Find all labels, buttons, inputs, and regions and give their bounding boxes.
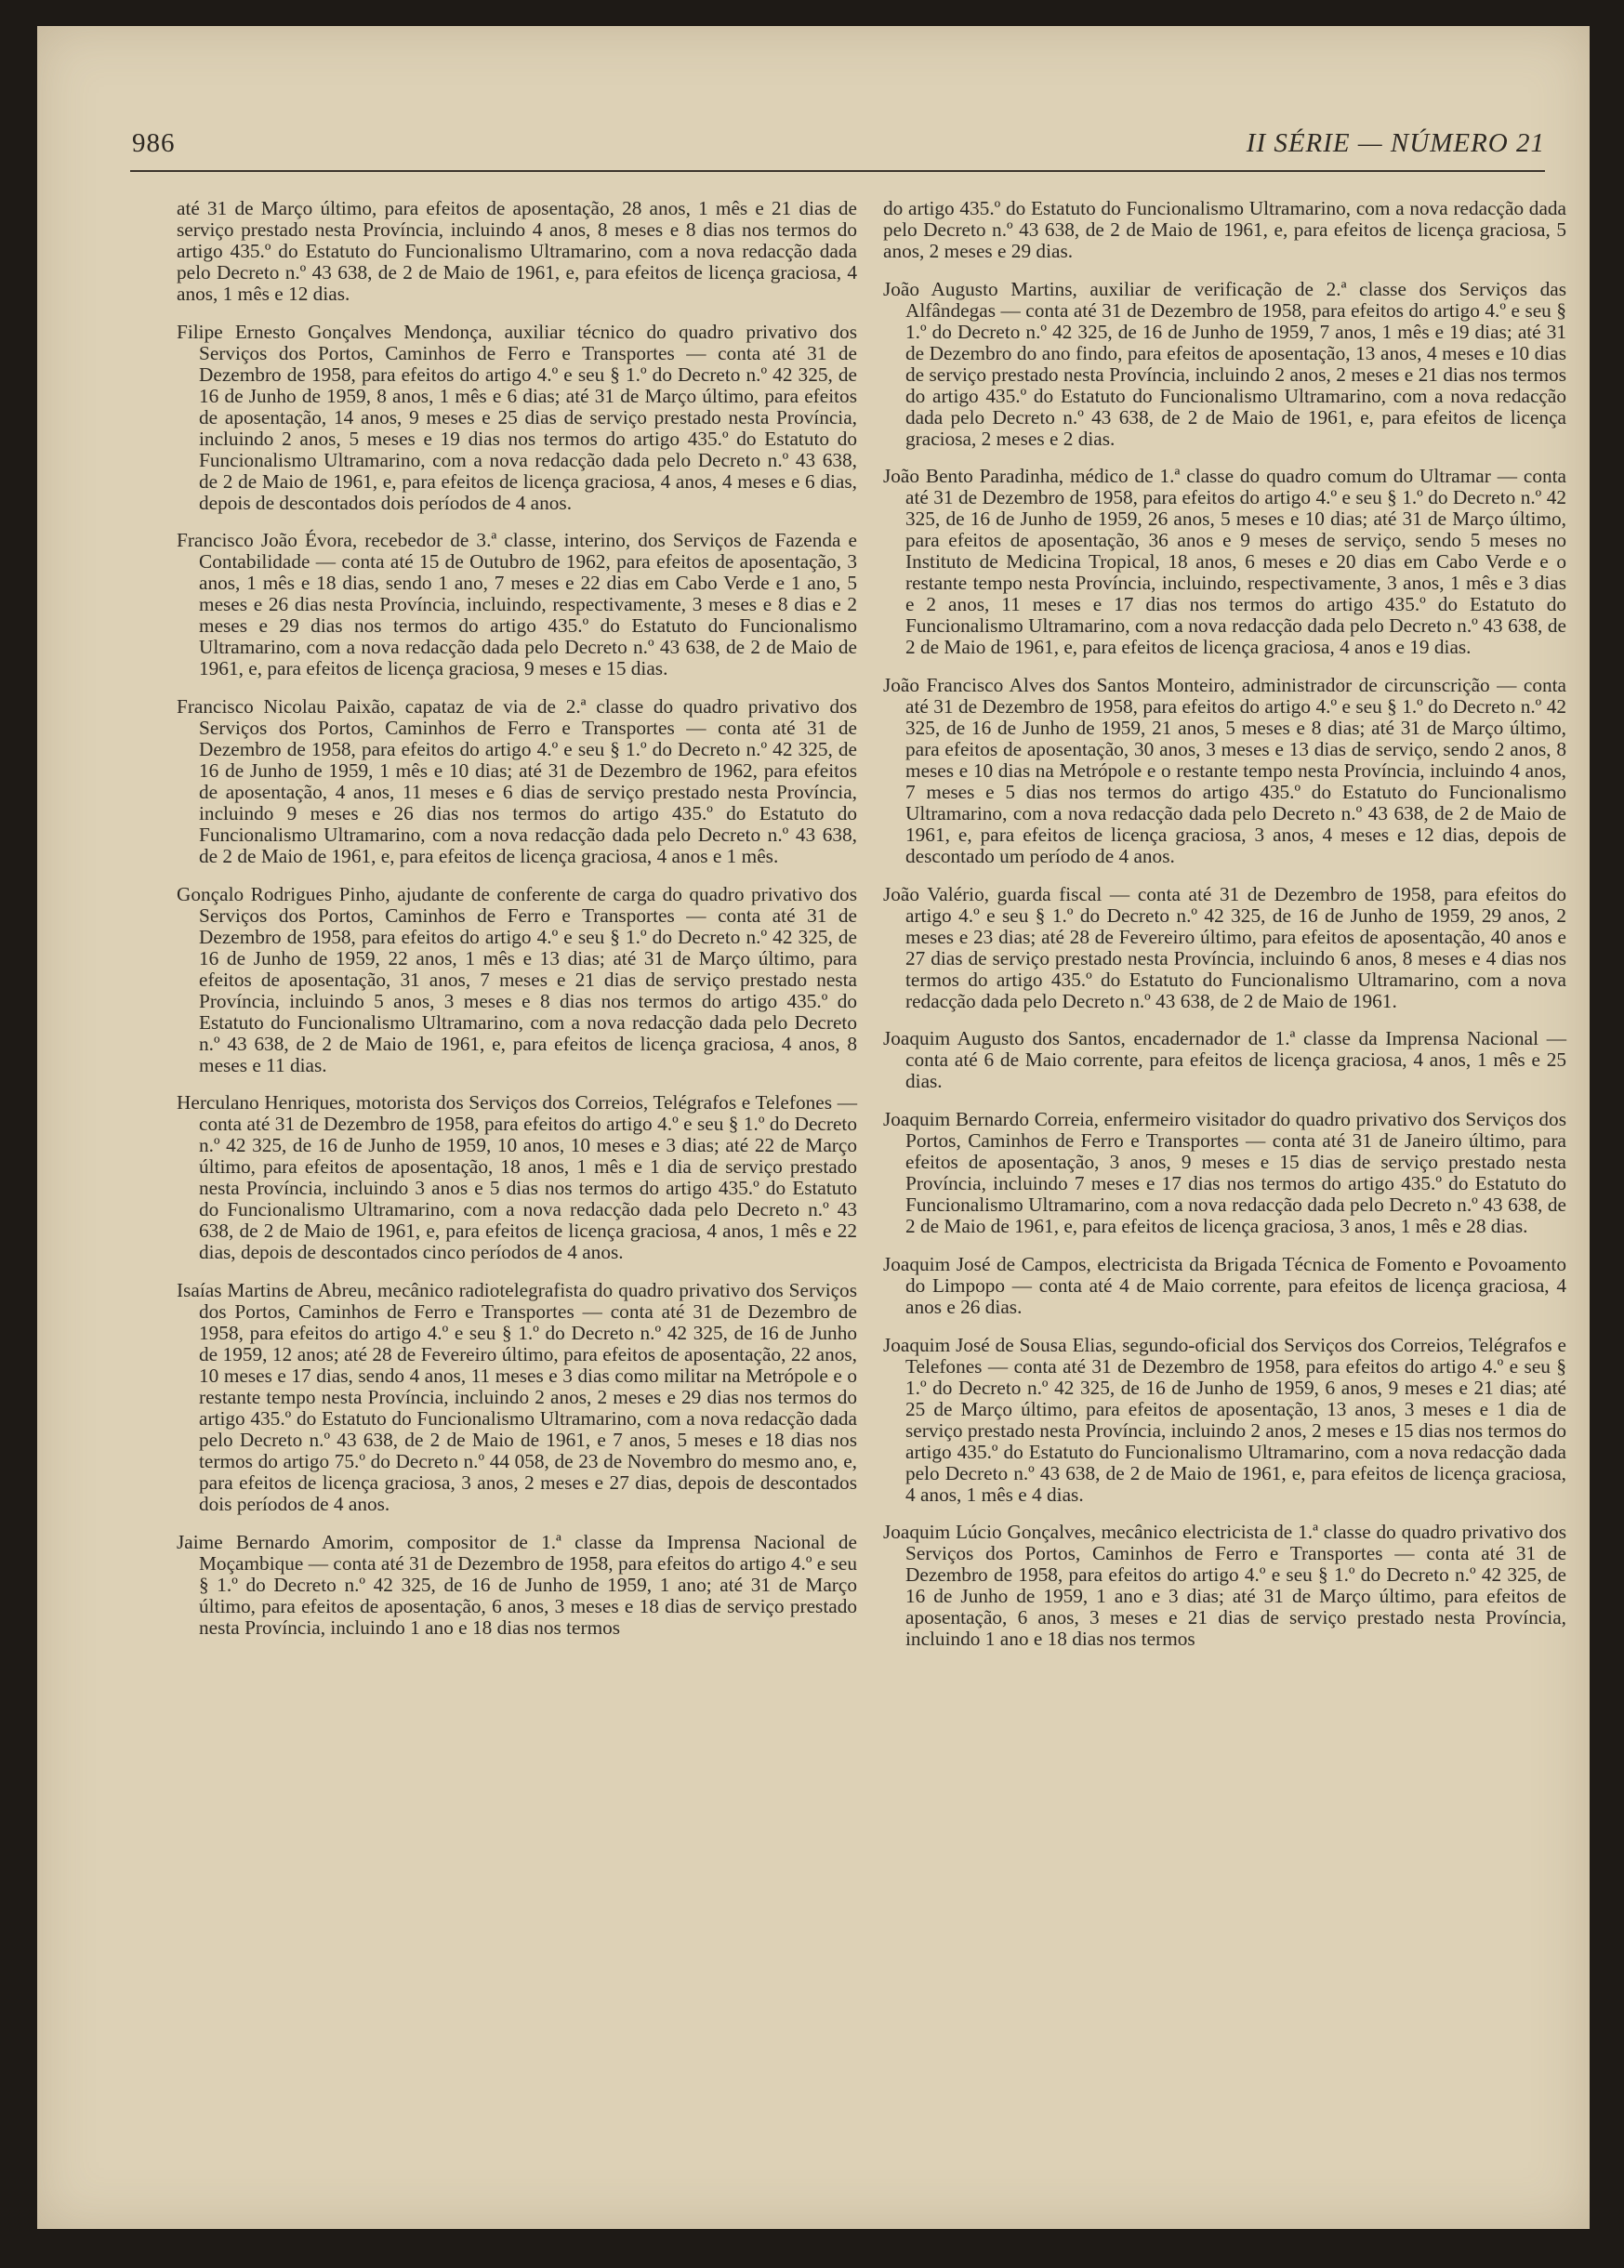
document-page [37, 26, 1590, 2229]
entry-joao-bento-paradinha: João Bento Paradinha, médico de 1.ª classe do quadro comum do Ultramar — conta até 31 de Dezembro de 1958, para efeitos do artigo 4.º e seu § 1.º do Decreto n.º 42 325, de 16 de Junho de 1959, 26 anos, 5 meses e 10 dias; até 31 de Março último, para efeitos de aposentação, 36 anos e 9 meses de serviço, sendo 5 meses no Instituto de Medicina Tropical, 18 anos, 6 meses e 20 dias em Cabo Verde e o restante tempo nesta Província, incluindo, respectivamente, 3 anos, 1 mês e 3 dias e 2 anos, 11 meses e 17 dias nos termos do artigo 435.º do Estatuto do Funcionalismo Ultramarino, com a nova redacção dada pelo Decreto n.º 43 638, de 2 de Maio de 1961, e, para efeitos de licença graciosa, 4 anos e 19 dias. [883, 465, 1566, 659]
entry-isaias-martins-de-abreu: Isaías Martins de Abreu, mecânico radiotelegrafista do quadro privativo dos Serviços dos Portos, Caminhos de Ferro e Transportes — conta até 31 de Dezembro de 1958, para efeitos do artigo 4.º e seu § 1.º do Decreto n.º 42 325, de 16 de Junho de 1959, 12 anos; até 28 de Fevereiro último, para efeitos de aposentação, 22 anos, 10 meses e 17 dias, sendo 4 anos, 11 meses e 3 dias como militar na Metrópole e o restante tempo nesta Província, incluindo 2 anos, 2 meses e 29 dias nos termos do artigo 435.º do Estatuto do Funcionalismo Ultramarino, com a nova redacção dada pelo Decreto n.º 43 638, de 2 de Maio de 1961, e 7 anos, 5 meses e 18 dias nos termos do artigo 75.º do Decreto n.º 44 058, de 23 de Novembro do mesmo ano, e, para efeitos de licença graciosa, 3 anos, 2 meses e 27 dias, depois de descontados dois períodos de 4 anos. [177, 1279, 857, 1516]
entry-herculano-henriques: Herculano Henriques, motorista dos Serviços dos Correios, Telégrafos e Telefones — conta até 31 de Dezembro de 1958, para efeitos do artigo 4.º e seu § 1.º do Decreto n.º 42 325, de 16 de Junho de 1959, 10 anos, 10 meses e 3 dias; até 22 de Março último, para efeitos de aposentação, 18 anos, 1 mês e 1 dia de serviço prestado nesta Província, incluindo 3 anos e 5 dias nos termos do artigo 435.º do Estatuto do Funcionalismo Ultramarino, com a nova redacção dada pelo Decreto n.º 43 638, de 2 de Maio de 1961, e, para efeitos de licença graciosa, 4 anos, 1 mês e 22 dias, depois de descontados cinco períodos de 4 anos. [177, 1091, 857, 1264]
page-header [132, 119, 1545, 158]
entry-joaquim-bernardo-correia: Joaquim Bernardo Correia, enfermeiro visitador do quadro privativo dos Serviços dos Portos, Caminhos de Ferro e Transportes — conta até 31 de Janeiro último, para efeitos de aposentação, 3 anos, 9 meses e 15 dias de serviço prestado nesta Província, incluindo 7 meses e 17 dias nos termos do artigo 435.º do Estatuto do Funcionalismo Ultramarino, com a nova redacção dada pelo Decreto n.º 43 638, de 2 de Maio de 1961, e, para efeitos de licença graciosa, 3 anos, 1 mês e 28 dias. [883, 1108, 1566, 1238]
entry-joao-valerio: João Valério, guarda fiscal — conta até 31 de Dezembro de 1958, para efeitos do artigo 4.º e seu § 1.º do Decreto n.º 42 325, de 16 de Junho de 1959, 29 anos, 2 meses e 23 dias; até 28 de Fevereiro último, para efeitos de aposentação, 40 anos e 27 dias de serviço prestado nesta Província, incluindo 6 anos, 8 meses e 4 dias nos termos do artigo 435.º do Estatuto do Funcionalismo Ultramarino, com a nova redacção dada pelo Decreto n.º 43 638, de 2 de Maio de 1961. [883, 882, 1566, 1012]
entry-joaquim-lucio-goncalves: Joaquim Lúcio Gonçalves, mecânico electricista de 1.ª classe do quadro privativo dos Serviços dos Portos, Caminhos de Ferro e Transportes — conta até 31 de Dezembro de 1958, para efeitos do artigo 4.º e seu § 1.º do Decreto n.º 42 325, de 16 de Junho de 1959, 1 ano e 3 dias; até 31 de Março último, para efeitos de aposentação, 6 anos, 3 meses e 21 dias de serviço prestado nesta Província, incluindo 1 ano e 18 dias nos termos [883, 1521, 1566, 1651]
entry-francisco-joao-evora: Francisco João Évora, recebedor de 3.ª classe, interino, dos Serviços de Fazenda e Contabilidade — conta até 15 de Outubro de 1962, para efeitos de aposentação, 3 anos, 1 mês e 18 dias, sendo 1 ano, 7 meses e 22 dias em Cabo Verde e 1 ano, 5 meses e 26 dias nesta Província, incluindo, respectivamente, 3 meses e 8 dias e 2 meses e 29 dias nos termos do artigo 435.º do Estatuto do Funcionalismo Ultramarino, com a nova redacção dada pelo Decreto n.º 43 638, de 2 de Maio de 1961, e, para efeitos de licença graciosa, 9 meses e 15 dias. [177, 529, 857, 680]
entry-goncalo-rodrigues-pinho: Gonçalo Rodrigues Pinho, ajudante de conferente de carga do quadro privativo dos Serviços dos Portos, Caminhos de Ferro e Transportes — conta até 31 de Dezembro de 1958, para efeitos do artigo 4.º e seu § 1.º do Decreto n.º 42 325, de 16 de Junho de 1959, 22 anos, 1 mês e 13 dias; até 31 de Março último, para efeitos de aposentação, 31 anos, 7 meses e 21 dias de serviço prestado nesta Província, incluindo 5 anos, 3 meses e 8 dias nos termos do artigo 435.º do Estatuto do Funcionalismo Ultramarino, com a nova redacção dada pelo Decreto n.º 43 638, de 2 de Maio de 1961, e, para efeitos de licença graciosa, 4 anos, 8 meses e 11 dias. [177, 882, 857, 1076]
series-number-label: II SÉRIE — NÚMERO 21 [1246, 128, 1545, 158]
entry-joao-francisco-alves-dos-santos-monteiro: João Francisco Alves dos Santos Monteiro, administrador de circunscrição — conta até 31 de Dezembro de 1958, para efeitos do artigo 4.º e seu § 1.º do Decreto n.º 42 325, de 16 de Junho de 1959, 21 anos, 5 meses e 8 dias; até 31 de Março último, para efeitos de aposentação, 30 anos, 3 meses e 13 dias de serviço, sendo 2 anos, 8 meses e 10 dias na Metrópole e o restante tempo nesta Província, incluindo 4 anos, 7 meses e 5 dias nos termos do artigo 435.º do Estatuto do Funcionalismo Ultramarino, com a nova redacção dada pelo Decreto n.º 43 638, de 2 de Maio de 1961, e, para efeitos de licença graciosa, 3 anos, 4 meses e 12 dias, depois de descontado um período de 4 anos. [883, 674, 1566, 868]
entry-joaquim-jose-de-campos: Joaquim José de Campos, electricista da Brigada Técnica de Fomento e Povoamento do Limpopo — conta até 4 de Maio corrente, para efeitos de licença graciosa, 4 anos e 26 dias. [883, 1252, 1566, 1318]
header-rule [130, 170, 1545, 172]
page-number: 986 [132, 128, 176, 158]
entry-joaquim-augusto-dos-santos: Joaquim Augusto dos Santos, encadernador de 1.ª classe da Imprensa Nacional — conta até 6 de Maio corrente, para efeitos de licença graciosa, 4 anos, 1 mês e 25 dias. [883, 1027, 1566, 1093]
entry-continuation: do artigo 435.º do Estatuto do Funcionalismo Ultramarino, com a nova redacção dada pelo Decreto n.º 43 638, de 2 de Maio de 1961, e, para efeitos de licença graciosa, 5 anos, 2 meses e 29 dias. [883, 197, 1566, 262]
entry-francisco-nicolau-paixao: Francisco Nicolau Paixão, capataz de via de 2.ª classe do quadro privativo dos Serviços dos Portos, Caminhos de Ferro e Transportes — conta até 31 de Dezembro de 1958, para efeitos do artigo 4.º e seu § 1.º do Decreto n.º 42 325, de 16 de Junho de 1959, 1 mês e 10 dias; até 31 de Dezembro de 1962, para efeitos de aposentação, 4 anos, 11 meses e 6 dias de serviço prestado nesta Província, incluindo 9 meses e 26 dias nos termos do artigo 435.º do Estatuto do Funcionalismo Ultramarino, com a nova redacção dada pelo Decreto n.º 43 638, de 2 de Maio de 1961, e, para efeitos de licença graciosa, 4 anos e 1 mês. [177, 695, 857, 868]
entry-jaime-bernardo-amorim: Jaime Bernardo Amorim, compositor de 1.ª classe da Imprensa Nacional de Moçambique — conta até 31 de Dezembro de 1958, para efeitos do artigo 4.º e seu § 1.º do Decreto n.º 42 325, de 16 de Junho de 1959, 1 ano; até 31 de Março último, para efeitos de aposentação, 6 anos, 3 meses e 18 dias de serviço prestado nesta Província, incluindo 1 ano e 18 dias nos termos [177, 1530, 857, 1639]
entry-filipe-ernesto-goncalves-mendonca: Filipe Ernesto Gonçalves Mendonça, auxiliar técnico do quadro privativo dos Serviços dos Portos, Caminhos de Ferro e Transportes — conta até 31 de Dezembro de 1958, para efeitos do artigo 4.º e seu § 1.º do Decreto n.º 42 325, de 16 de Junho de 1959, 8 anos, 1 mês e 6 dias; até 31 de Março último, para efeitos de aposentação, 14 anos, 9 meses e 25 dias de serviço prestado nesta Província, incluindo 2 anos, 5 meses e 19 dias nos termos do artigo 435.º do Estatuto do Funcionalismo Ultramarino, com a nova redacção dada pelo Decreto n.º 43 638, de 2 de Maio de 1961, e, para efeitos de licença graciosa, 4 anos, 4 meses e 6 dias, depois de descontados dois períodos de 4 anos. [177, 320, 857, 514]
entry-joao-augusto-martins: João Augusto Martins, auxiliar de verificação de 2.ª classe dos Serviços das Alfândegas — conta até 31 de Dezembro de 1958, para efeitos do artigo 4.º e seu § 1.º do Decreto n.º 42 325, de 16 de Junho de 1959, 7 anos, 1 mês e 19 dias; até 31 de Dezembro do ano findo, para efeitos de aposentação, 13 anos, 4 meses e 10 dias de serviço prestado nesta Província, incluindo 2 anos, 2 meses e 21 dias nos termos do artigo 435.º do Estatuto do Funcionalismo Ultramarino, com a nova redacção dada pelo Decreto n.º 43 638, de 2 de Maio de 1961, e, para efeitos de licença graciosa, 2 meses e 2 dias. [883, 277, 1566, 450]
right-column [883, 198, 1566, 1667]
entry-continuation: até 31 de Março último, para efeitos de aposentação, 28 anos, 1 mês e 21 dias de serviço prestado nesta Província, incluindo 4 anos, 8 meses e 8 dias nos termos do artigo 435.º do Estatuto do Funcionalismo Ultramarino, com a nova redacção dada pelo Decreto n.º 43 638, de 2 de Maio de 1961, e, para efeitos de licença graciosa, 4 anos, 1 mês e 12 dias. [177, 197, 857, 305]
entry-joaquim-jose-de-sousa-elias: Joaquim José de Sousa Elias, segundo-oficial dos Serviços dos Correios, Telégrafos e Telefones — conta até 31 de Dezembro de 1958, para efeitos do artigo 4.º e seu § 1.º do Decreto n.º 42 325, de 16 de Junho de 1959, 6 anos, 9 meses e 21 dias; até 25 de Março último, para efeitos de aposentação, 13 anos, 3 meses e 1 dia de serviço prestado nesta Província, incluindo 2 anos, 2 meses e 15 dias nos termos do artigo 435.º do Estatuto do Funcionalismo Ultramarino, com a nova redacção dada pelo Decreto n.º 43 638, de 2 de Maio de 1961, e, para efeitos de licença graciosa, 4 anos, 1 mês e 4 dias. [883, 1333, 1566, 1506]
left-column [177, 198, 857, 1655]
